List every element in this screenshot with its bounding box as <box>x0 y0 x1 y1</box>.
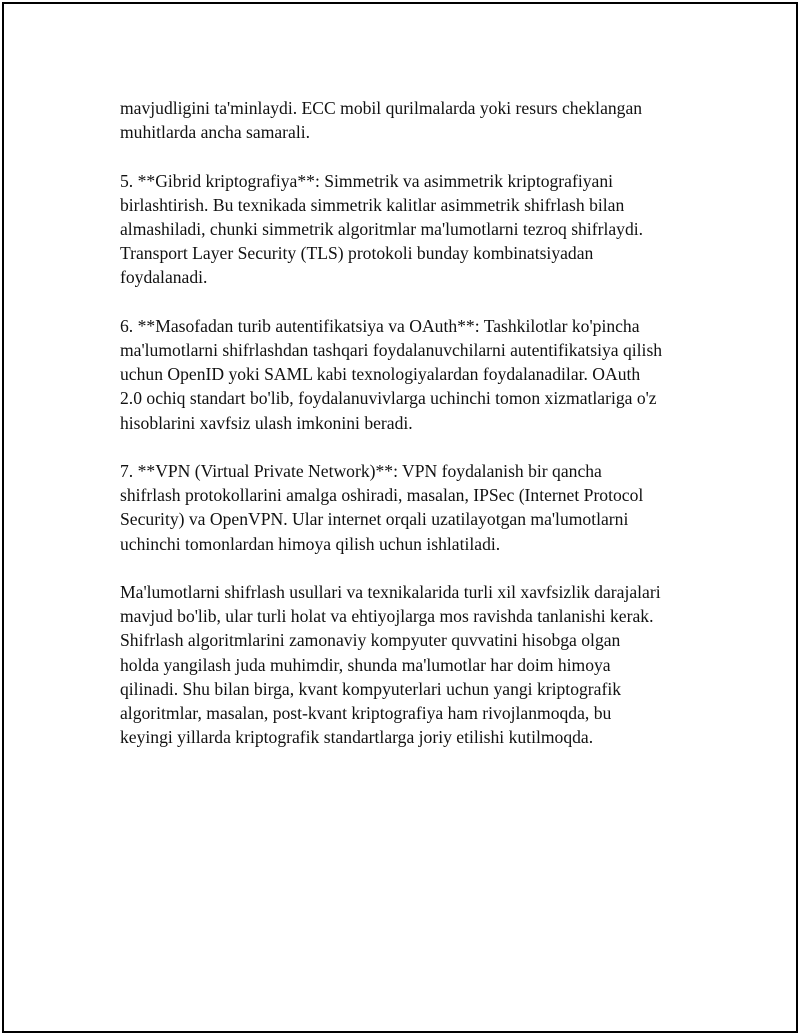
paragraph-vpn: 7. **VPN (Virtual Private Network)**: VPN foydalanish bir qancha shifrlash protokollarini amalga oshiradi, masalan, IPSec (Internet Protocol Security) va OpenVPN. Ular internet orqali uzatilayotgan ma'lumotlarni uchinchi tomonlardan himoya qilish uchun ishlatiladi. <box>120 461 644 554</box>
paragraph-conclusion: Ma'lumotlarni shifrlash usullari va texnikalarida turli xil xavfsizlik darajalari mavjud bo'lib, ular turli holat va ehtiyojlarga mos ravishda tanlanishi kerak. Shifrlash algoritmlarini zamonaviy kompyuter quvvatini hisobga olgan holda yangilash juda muhimdir, shunda ma'lumotlar har doim himoya qilinadi. Shu bilan birga, kvant kompyuterlari uchun yangi kriptografik algoritmlar, masalan, post-kvant kriptografiya ham rivojlanmoqda, bu keyingi yillarda kriptografik standartlarga joriy etilishi kutilmoqda. <box>120 582 661 748</box>
paragraph-ecc-continuation: mavjudligini ta'minlaydi. ECC mobil qurilmalarda yoki resurs cheklangan muhitlarda ancha samarali. <box>120 98 643 143</box>
paragraph-hybrid-cryptography: 5. **Gibrid kriptografiya**: Simmetrik va asimmetrik kriptografiyani birlashtirish. Bu texnikada simmetrik kalitlar asimmetrik shifrlash bilan almashiladi, chunki simmetrik algoritmlar ma'lumotlarni tezroq shifrlaydi. Transport Layer Security (TLS) protokoli bunday kombinatsiyadan foydalanadi. <box>120 170 644 288</box>
document-page <box>2 2 798 1033</box>
document-body <box>120 96 700 774</box>
paragraph-remote-authentication-oauth: 6. **Masofadan turib autentifikatsiya va OAuth**: Tashkilotlar ko'pincha ma'lumotlarni shifrlashdan tashqari foydalanuvchilarni autentifikatsiya qilish uchun OpenID yoki SAML kabi texnologiyalardan foydalanadilar. OAuth 2.0 ochiq standart bo'lib, foydalanuvivlarga uchinchi tomon xizmatlariga o'z hisoblarini xavfsiz ulash imkonini beradi. <box>120 315 663 433</box>
